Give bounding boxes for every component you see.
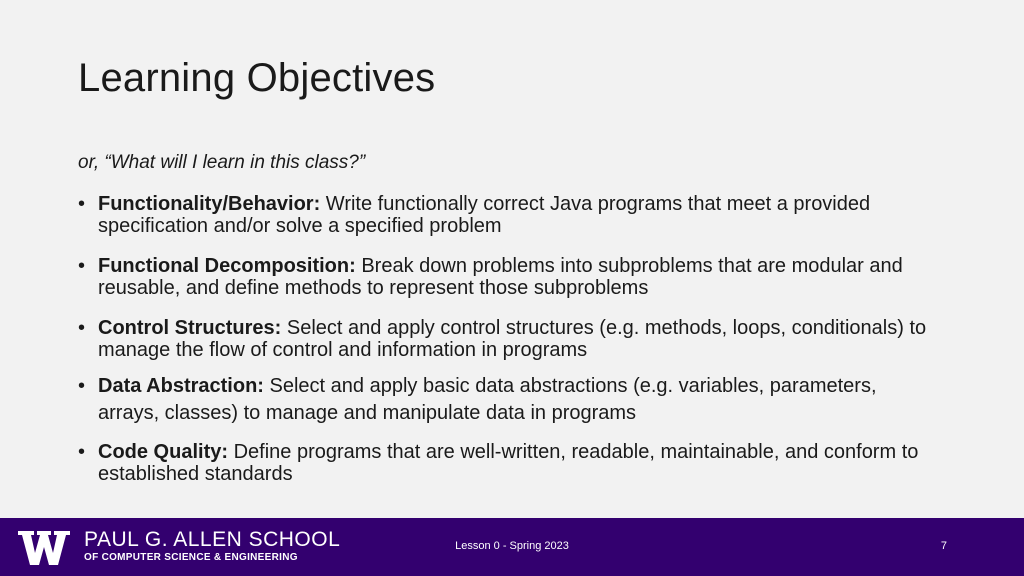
objective-text: Define programs that are well-written, readable, maintainable, and conform to established standards — [98, 441, 919, 485]
objective-item — [78, 373, 938, 427]
objective-term: Data Abstraction: — [98, 375, 264, 397]
objective-term: Code Quality: — [98, 441, 229, 463]
objective-text: Select and apply basic data abstractions (e.g. variables, parameters, arrays, classes) to manage and manipulate data in programs — [98, 375, 877, 424]
objectives-list — [78, 193, 938, 503]
bullet-icon: • — [78, 375, 86, 397]
bullet-icon: • — [78, 193, 86, 215]
objective-text: Write functionally correct Java programs that meet a provided specification and/or solve a specified problem — [98, 193, 871, 237]
objective-term: Functionality/Behavior: — [98, 193, 321, 215]
objective-item — [78, 255, 938, 299]
slide-subtitle: or, “What will I learn in this class?” — [78, 152, 366, 173]
objective-item — [78, 317, 938, 361]
objective-item — [78, 193, 938, 237]
footer-lesson-label: Lesson 0 - Spring 2023 — [455, 540, 569, 552]
bullet-icon: • — [78, 255, 86, 277]
page-number: 7 — [940, 540, 947, 552]
objective-term: Control Structures: — [98, 317, 282, 339]
objective-term: Functional Decomposition: — [98, 255, 356, 277]
logo-school-name: PAUL G. ALLEN SCHOOL — [84, 528, 341, 551]
objective-text: Break down problems into subproblems that are modular and reusable, and define methods to represent those subproblems — [98, 255, 903, 299]
bullet-icon: • — [78, 317, 86, 339]
logo-school-dept: OF COMPUTER SCIENCE & ENGINEERING — [84, 552, 298, 563]
bullet-icon: • — [78, 441, 86, 463]
slide-title: Learning Objectives — [78, 56, 436, 100]
objective-item — [78, 441, 938, 485]
objective-text: Select and apply control structures (e.g. methods, loops, conditionals) to manage the flow of control and information in programs — [98, 317, 927, 361]
footer-bar — [0, 518, 1024, 576]
